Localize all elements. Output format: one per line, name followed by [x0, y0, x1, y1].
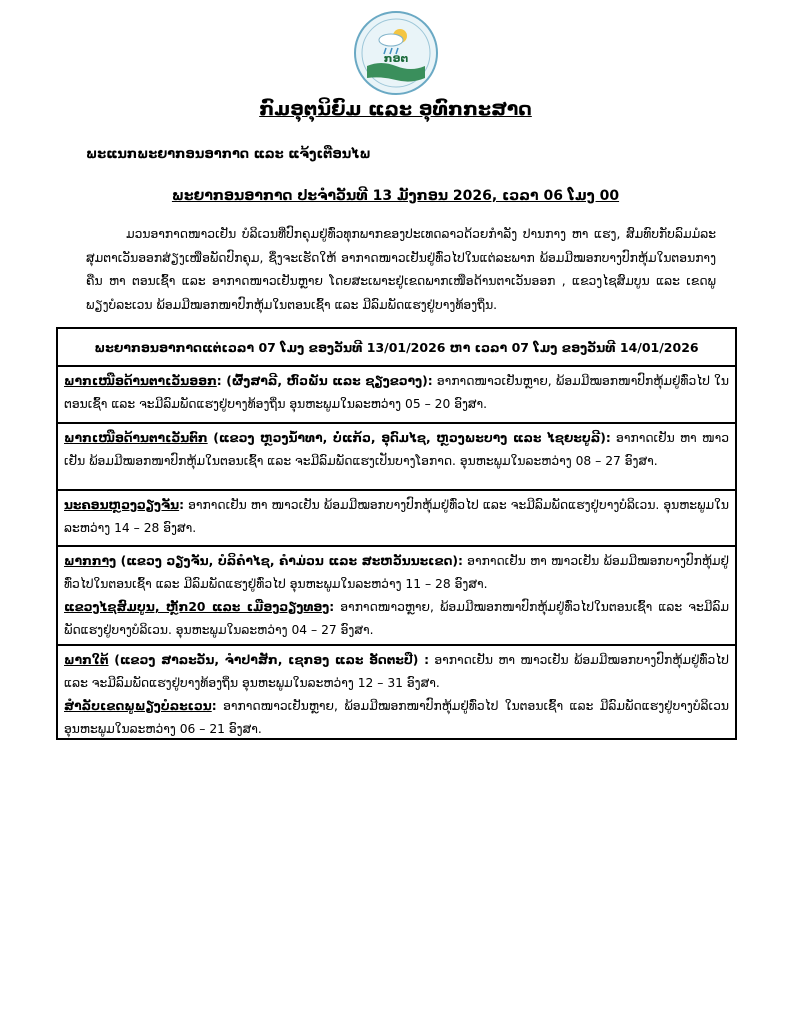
subregion-forecast: ອາກາດໜາວຫຼາຍ, ພ້ອມມີໝອກໜາປົກຫຸ້ມຢູ່ທົ່ວໄປໃນຕອນເຊົ້າ ແລະ ຈະມີລົມພັດແຮງຢູ່ບາງບໍລິເວນ. ອຸນຫະພູມໃນລະຫວ່າງ 04 – 27 ອົງສາ. [64, 600, 729, 637]
table-row [58, 646, 735, 740]
region-forecast: ອາກາດເຢັນ ຫາ ໜາວເຢັນ ພ້ອມມີໝອກບາງປົກຫຸ້ມຢູ່ທົ່ວໄປ ແລະ ຈະມີລົມພັດແຮງຢູ່ບາງທ້ອງຖິ່ນ ອຸນຫະພູມໃນລະຫວ່າງ 12 – 31 ອົງສາ. [64, 653, 729, 690]
regional-forecast-table [56, 327, 737, 740]
region-provinces: (ແຂວງ ຫຼວງນ້ຳທາ, ບໍ່ແກ້ວ, ອຸດົມໄຊ, ຫຼວງພະບາງ ແລະ ໄຊຍະບູລີ): [207, 431, 611, 445]
subregion-name: ສຳລັບເຂດພູພຽງບໍລະເວນ [64, 699, 212, 713]
region-name: ພາກເໜືອດ້ານຕາເວັນຕົກ [64, 431, 208, 445]
division-name: ພະແນກພະຍາກອນອາກາດ ແລະ ແຈ້ງເຕືອນໄພ [86, 147, 371, 162]
logo-emblem-icon [353, 10, 439, 96]
region-name: ພາກເໜືອດ້ານຕາເວັນອອກ [64, 374, 217, 388]
table-row [58, 491, 735, 547]
region-provinces: (ແຂວງ ສາລະວັນ, ຈຳປາສັກ, ເຊກອງ ແລະ ອັດຕະປື) : [108, 653, 430, 667]
region-forecast: ອາກາດເຢັນ ຫາ ໜາວເຢັນ ພ້ອມມີໝອກບາງປົກຫຸ້ມຢູ່ທົ່ວໄປ ແລະ ຈະມີລົມພັດແຮງຢູ່ບາງບໍລິເວນ. ອຸນຫະພູມໃນລະຫວ່າງ 14 – 28 ອົງສາ. [64, 498, 729, 535]
subregion-forecast: ອາກາດໜາວເຢັນຫຼາຍ, ພ້ອມມີໝອກໜາປົກຫຸ້ມຢູ່ທົ່ວໄປ ໃນຕອນເຊົ້າ ແລະ ມີລົມພັດແຮງຢູ່ບາງບໍລິເວນ ອຸນຫະພູມໃນລະຫວ່າງ 06 – 21 ອົງສາ. [64, 699, 729, 736]
table-row [58, 367, 735, 424]
region-name: ພາກໃຕ້ [64, 653, 109, 667]
subregion-provinces: : [211, 699, 217, 713]
department-title: ກົມອຸຕຸນິຍົມ ແລະ ອຸທົກກະສາດ [259, 98, 532, 120]
region-name: ພາກກາງ [64, 554, 117, 568]
table-row [58, 547, 735, 646]
table-header: ພະຍາກອນອາກາດແຕ່ເວລາ 07 ໂມງ ຂອງວັນທີ 13/01/2026 ຫາ ເວລາ 07 ໂມງ ຂອງວັນທີ 14/01/2026 [58, 329, 735, 367]
region-provinces: : [179, 498, 185, 512]
region-forecast: ອາກາດເຢັນ ຫາ ໜາວເຢັນ ພ້ອມມີໝອກບາງປົກຫຸ້ມຢູ່ທົ່ວໄປໃນຕອນເຊົ້າ ແລະ ມີລົມພັດແຮງຢູ່ທົ່ວໄປ ອຸນຫະພູມໃນລະຫວ່າງ 11 – 28 ອົງສາ. [64, 554, 729, 591]
department-logo [353, 10, 439, 96]
region-forecast: ອາກາດເຢັນ ຫາ ໜາວເຢັນ ພ້ອມມີໝອກໜາປົກຫຸ້ມໃນຕອນເຊົ້າ ແລະ ຈະມີລົມພັດແຮງເປັນບາງໂອກາດ. ອຸນຫະພູມໃນລະຫວ່າງ 08 – 27 ອົງສາ. [64, 431, 729, 468]
region-name: ນະຄອນຫຼວງວຽງຈັນ [64, 498, 180, 512]
table-row [58, 424, 735, 491]
subregion-name: ແຂວງໄຊສົມບູນ, ຫຼັກ20 ແລະ ເມືອງວຽງທອງ [64, 600, 330, 614]
subregion-provinces: : [329, 600, 335, 614]
forecast-title: ພະຍາກອນອາກາດ ປະຈຳວັນທີ 13 ມັງກອນ 2026, ເວລາ 06 ໂມງ 00 [171, 188, 620, 204]
svg-text:ກອຕ: ກອຕ [383, 52, 409, 65]
forecast-summary: ມວນອາກາດໜາວເຢັນ ບໍລິເວນທີ່ປົກຄຸມຢູ່ທົ່ວທຸກພາກຂອງປະເທດລາວດ້ວຍກຳລັງ ປານກາງ ຫາ ແຮງ, ສົມທົບກັບລົມມໍລະສຸມຕາເວັນອອກສ່ຽງເໜືອພັດປົກຄຸມ, ຊຶ່ງຈະເຮັດໃຫ້ ອາກາດໜາວເຢັນຢູ່ທົ່ວໄປໃນແຕ່ລະພາກ ພ້ອມມີໝອກບາງປົກຫຸ້ມໃນຕອນກາງຄືນ ຫາ ຕອນເຊົ້າ ແລະ ອາກາດໜາວເຢັນຫຼາຍ ໂດຍສະເພາະຢູ່ເຂດພາກເໜືອດ້ານຕາເວັນອອກ , ແຂວງໄຊສົມບູນ ແລະ ເຂດພູພຽງບໍລະເວນ ພ້ອມມີໝອກໜາປົກຫຸ້ມໃນຕອນເຊົ້າ ແລະ ມີລົມພັດແຮງຢູ່ບາງທ້ອງຖິ່ນ. [86, 227, 716, 312]
region-forecast: ອາກາດໜາວເຢັນຫຼາຍ, ພ້ອມມີໝອກໜາປົກຫຸ້ມຢູ່ທົ່ວໄປ ໃນຕອນເຊົ້າ ແລະ ຈະມີລົມພັດແຮງຢູ່ບາງທ້ອງຖິ່ນ ອຸນຫະພູມໃນລະຫວ່າງ 05 – 20 ອົງສາ. [64, 374, 729, 411]
region-provinces: : (ຜົ້ງສາລີ, ຫົວພັນ ແລະ ຊຽງຂວາງ): [216, 374, 433, 388]
region-provinces: (ແຂວງ ວຽງຈັນ, ບໍລິຄຳໄຊ, ຄຳມ່ວນ ແລະ ສະຫວັນນະເຂດ): [116, 554, 463, 568]
